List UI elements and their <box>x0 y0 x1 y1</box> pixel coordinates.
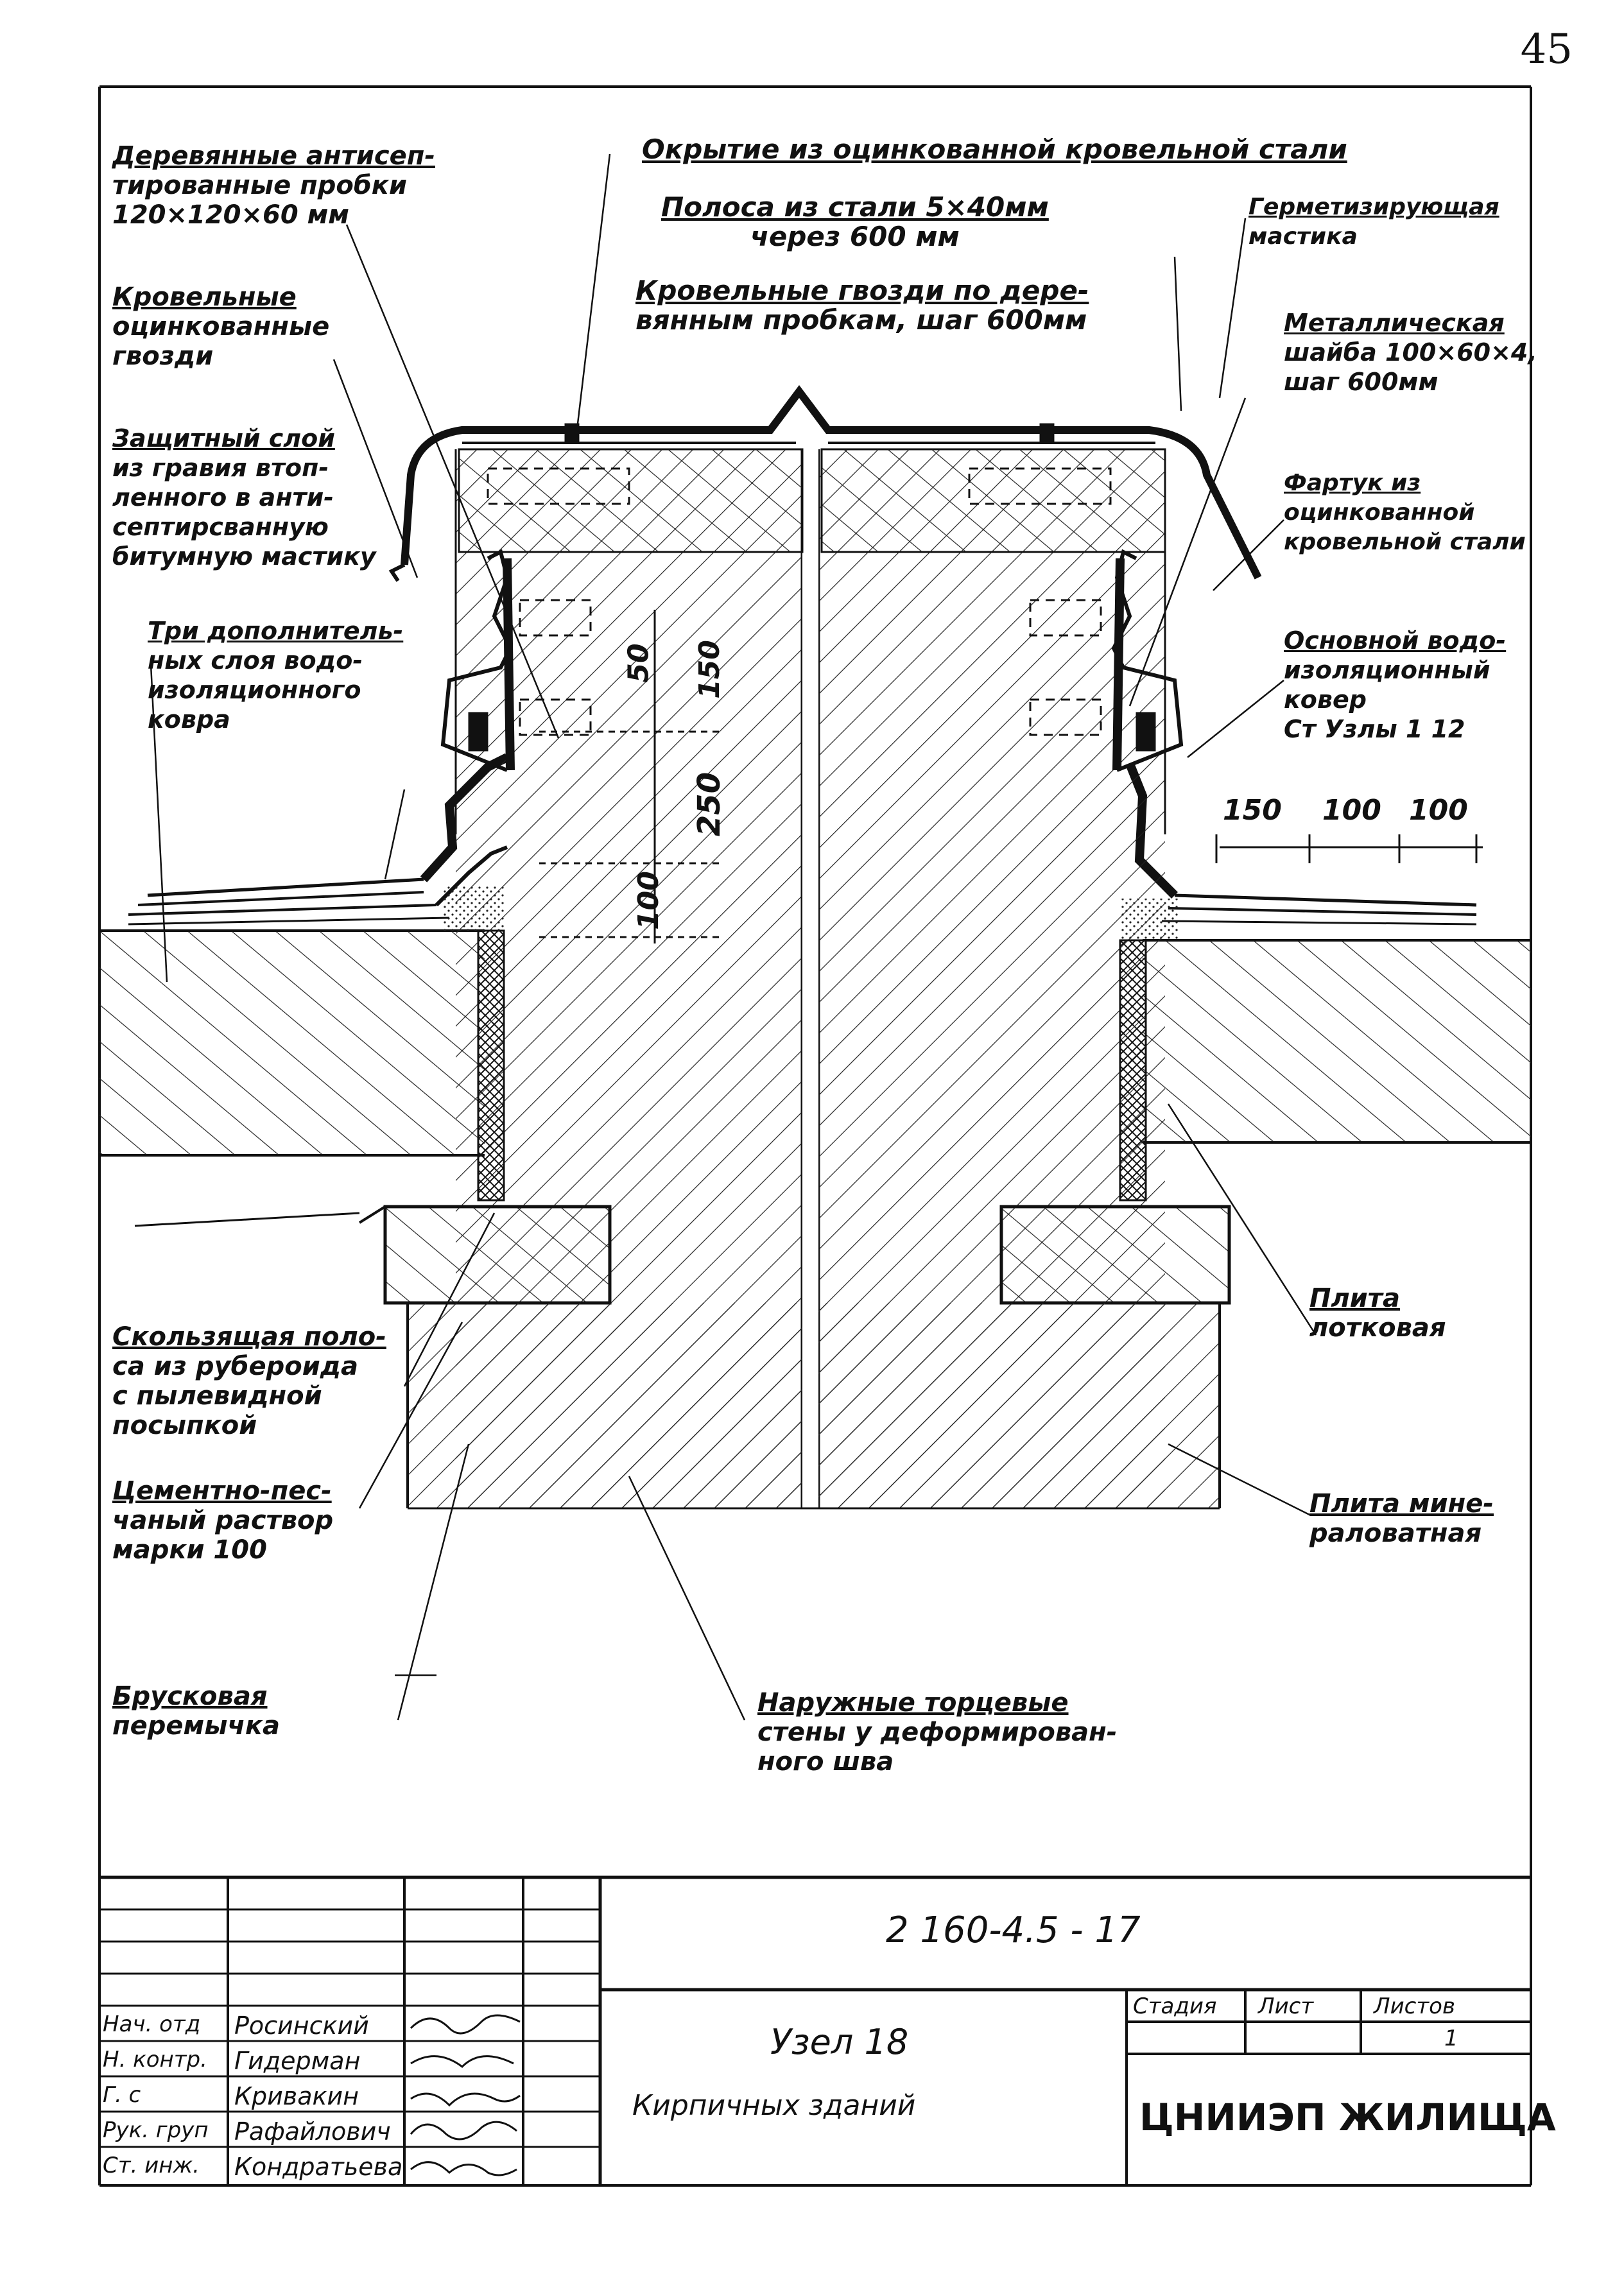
lower-wall-left <box>408 1303 802 1508</box>
dim-250: 250 <box>691 771 728 837</box>
label-slab-mineral: Плита мине- раловатная <box>1309 1489 1494 1548</box>
drawing-title: Узел 18 <box>770 2022 909 2062</box>
label-steel-strip: Полоса из стали 5×40мм через 600 мм <box>661 191 1049 252</box>
dim-50: 50 <box>622 643 655 683</box>
floor-slab-left <box>99 931 485 1226</box>
label-extra-layers: Три дополнитель- ных слоя водо- изоляционного ковра <box>148 617 404 734</box>
page-number: 45 <box>1520 26 1573 73</box>
staff-role: Ст. инж. <box>103 2153 200 2178</box>
top-block-right <box>822 449 1165 552</box>
label-cement-mortar: Цементно-пес- чаный раствор марки 100 <box>112 1476 334 1565</box>
org-name: ЦНИИЭП ЖИЛИЩА <box>1139 2096 1556 2139</box>
col-stage: Стадия <box>1133 1994 1217 2019</box>
dim-100: 100 <box>632 871 665 930</box>
mortar-right <box>1120 899 1178 940</box>
roof-layers-right <box>1130 764 1476 924</box>
mortar-left <box>443 886 504 931</box>
col-sheet: Лист <box>1258 1994 1314 2019</box>
dim-r100a: 100 <box>1322 794 1381 827</box>
staff-name: Кондратьева <box>234 2153 403 2181</box>
staff-role: Нач. отд <box>103 2011 201 2037</box>
dim-r100b: 100 <box>1409 794 1468 827</box>
label-main-carpet: Основной водо- изоляционный ковер Ст Узлы 1 12 <box>1284 626 1507 743</box>
label-covering: Окрытие из оцинкованной кровельной стали <box>642 134 1347 165</box>
mineral-wool-right <box>1120 940 1146 1200</box>
label-roofing-nails: Кровельные оцинкованные гвозди <box>112 282 330 371</box>
lower-wall-right <box>818 1303 1220 1508</box>
floor-slab-right <box>1143 940 1531 1142</box>
sheets-value: 1 <box>1444 2026 1458 2051</box>
label-sliding-strip: Скользящая поло- са из рубероида с пылевидной посыпкой <box>112 1322 386 1440</box>
label-slab-tray: Плита лотковая <box>1309 1284 1446 1343</box>
staff-role: Г. с <box>103 2082 141 2108</box>
lintel-left <box>359 1207 610 1303</box>
label-sealant: Герметизирующая мастика <box>1248 194 1499 250</box>
label-washer: Металлическая шайба 100×60×4, шаг 600мм <box>1284 309 1537 396</box>
signatures <box>411 2015 520 2175</box>
label-lintel: Брусковая перемычка <box>112 1682 280 1741</box>
staff-name: Росинский <box>234 2011 369 2040</box>
label-wood-plugs: Деревянные антисеп- тированные пробки 120×120×60 мм <box>112 141 435 230</box>
col-sheets: Листов <box>1374 1994 1456 2019</box>
staff-name: Рафайлович <box>234 2117 391 2146</box>
label-outer-walls: Наружные торцевые стены у деформирован- ного шва <box>757 1688 1118 1777</box>
label-protective-layer: Защитный слой из гравия втоп- ленного в анти- септирсванную битумную мастику <box>112 424 376 571</box>
dim-150: 150 <box>693 640 726 699</box>
staff-name: Гидерман <box>234 2047 361 2075</box>
mineral-wool-left <box>478 931 504 1200</box>
staff-name: Кривакин <box>234 2082 359 2110</box>
staff-role: Н. контр. <box>103 2047 207 2072</box>
label-apron: Фартук из оцинкованной кровельной стали <box>1284 470 1526 555</box>
label-nails-plugs: Кровельные гвозди по дере- вянным пробкам, шаг 600мм <box>635 275 1089 336</box>
top-block-left <box>459 449 802 552</box>
dim-r150: 150 <box>1223 794 1282 827</box>
deformation-joint <box>802 449 818 1508</box>
lintel-right <box>1001 1207 1229 1303</box>
drawing-subtitle: Кирпичных зданий <box>632 2089 916 2122</box>
staff-role: Рук. груп <box>103 2117 209 2143</box>
drawing-code: 2 160-4.5 - 17 <box>886 1909 1141 1951</box>
